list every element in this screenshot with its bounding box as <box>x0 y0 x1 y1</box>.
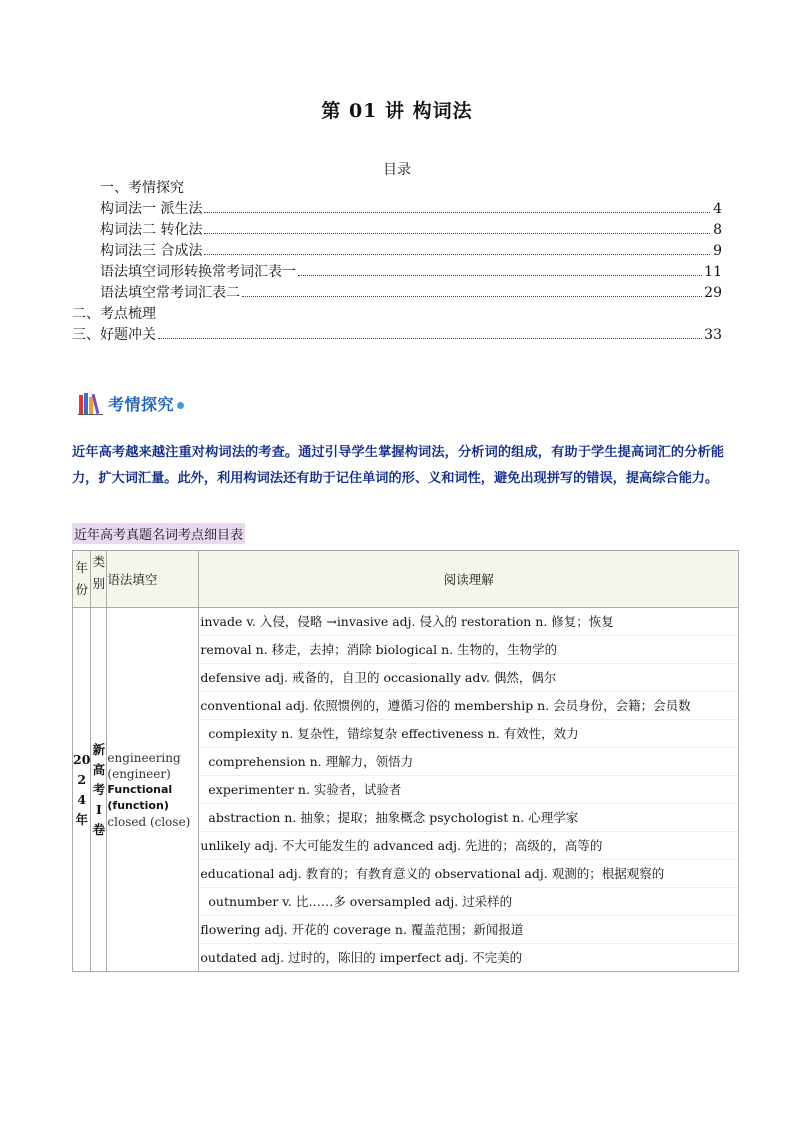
toc-leader-dots <box>242 295 702 297</box>
reading-vocab-line: unlikely adj. 不大可能发生的 advanced adj. 先进的；高级的，高等的 <box>199 832 738 860</box>
table-caption: 近年高考真题名词考点细目表 <box>72 523 245 544</box>
category-cell: 新 高 考 I 卷 <box>91 608 107 972</box>
table-header-row <box>73 551 739 608</box>
reading-vocab-line: comprehension n. 理解力，领悟力 <box>199 748 738 776</box>
reading-vocab-line: defensive adj. 戒备的，自卫的 occasionally adv. 偶然，偶尔 <box>199 664 738 692</box>
table-of-contents <box>72 178 722 346</box>
toc-page-number: 33 <box>704 327 722 343</box>
intro-paragraph: 近年高考越来越注重对构词法的考查。通过引导学生掌握构词法，分析词的组成，有助于学生提高词汇的分析能力，扩大词汇量。此外，利用构词法还有助于记住单词的形、义和词性，避免出现拼写的错误，提高综合能力。 <box>72 445 724 486</box>
fill-blank-word: (function) <box>107 798 169 812</box>
toc-page-number: 4 <box>713 201 722 217</box>
toc-entry-label: 构词法二 转化法 <box>100 222 203 238</box>
document-title: 第 01 讲 构词法 <box>321 100 473 122</box>
section-banner-title: 考情探究 <box>108 394 175 414</box>
fill-blank-word: (engineer) <box>107 766 171 781</box>
toc-page-number: 8 <box>713 222 722 238</box>
reading-vocab-line: experimenter n. 实验者，试验者 <box>199 776 738 804</box>
toc-entry[interactable] <box>72 241 722 262</box>
fill-blank-word: closed (close) <box>107 814 191 829</box>
reading-vocab-line: removal n. 移走，去掉；消除 biological n. 生物的，生物学的 <box>199 636 738 664</box>
reading-vocab-line: invade v. 入侵，侵略 →invasive adj. 侵入的 restoration n. 修复；恢复 <box>199 608 738 636</box>
toc-page-number: 29 <box>704 285 722 301</box>
toc-entry[interactable] <box>72 304 722 325</box>
toc-heading: 目录 <box>383 162 411 178</box>
reading-cell <box>199 608 739 972</box>
toc-leader-dots <box>204 253 710 255</box>
toc-leader-dots <box>204 232 710 234</box>
books-icon <box>78 391 104 415</box>
reading-vocab-line: abstraction n. 抽象；提取；抽象概念 psychologist n. 心理学家 <box>199 804 738 832</box>
reading-vocab-line: conventional adj. 依照惯例的，遵循习俗的 membership n. 会员身份，会籍；会员数 <box>199 692 738 720</box>
toc-entry-label: 构词法一 派生法 <box>100 201 203 217</box>
toc-entry-label: 构词法三 合成法 <box>100 243 203 259</box>
year-cell: 20 2 4 年 <box>73 608 91 972</box>
header-fill-blank: 语法填空 <box>107 551 199 608</box>
toc-entry-label: 一、考情探究 <box>100 180 184 196</box>
fill-blank-word: engineering <box>107 750 181 765</box>
header-category: 类 别 <box>91 551 107 608</box>
reading-vocab-line: outnumber v. 比……多 oversampled adj. 过采样的 <box>199 888 738 916</box>
toc-entry[interactable] <box>72 262 722 283</box>
toc-entry[interactable] <box>72 220 722 241</box>
toc-leader-dots <box>158 337 702 339</box>
toc-entry[interactable] <box>72 325 722 346</box>
banner-dot-icon <box>177 402 184 409</box>
header-year: 年 份 <box>73 551 91 608</box>
toc-page-number: 9 <box>713 243 722 259</box>
toc-entry-label: 二、考点梳理 <box>72 306 156 322</box>
header-reading: 阅读理解 <box>199 551 739 608</box>
toc-entry[interactable] <box>72 199 722 220</box>
toc-leader-dots <box>298 274 702 276</box>
table-row <box>73 608 739 972</box>
toc-entry-label: 语法填空常考词汇表二 <box>100 285 240 301</box>
section-banner <box>78 389 184 417</box>
toc-page-number: 11 <box>704 264 722 280</box>
fill-blank-cell <box>107 608 199 972</box>
exam-points-table <box>72 550 739 972</box>
fill-blank-word: Functional <box>107 782 173 796</box>
toc-entry[interactable] <box>72 283 722 304</box>
reading-vocab-line: complexity n. 复杂性，错综复杂 effectiveness n. 有效性，效力 <box>199 720 738 748</box>
reading-vocab-line: outdated adj. 过时的，陈旧的 imperfect adj. 不完美的 <box>200 950 523 965</box>
toc-entry-label: 三、好题冲关 <box>72 327 156 343</box>
toc-entry-label: 语法填空词形转换常考词汇表一 <box>100 264 296 280</box>
toc-leader-dots <box>204 211 710 213</box>
reading-vocab-line: flowering adj. 开花的 coverage n. 覆盖范围；新闻报道 <box>199 916 738 944</box>
toc-entry[interactable] <box>72 178 722 199</box>
reading-vocab-line: educational adj. 教育的；有教育意义的 observational adj. 观测的；根据观察的 <box>199 860 738 888</box>
